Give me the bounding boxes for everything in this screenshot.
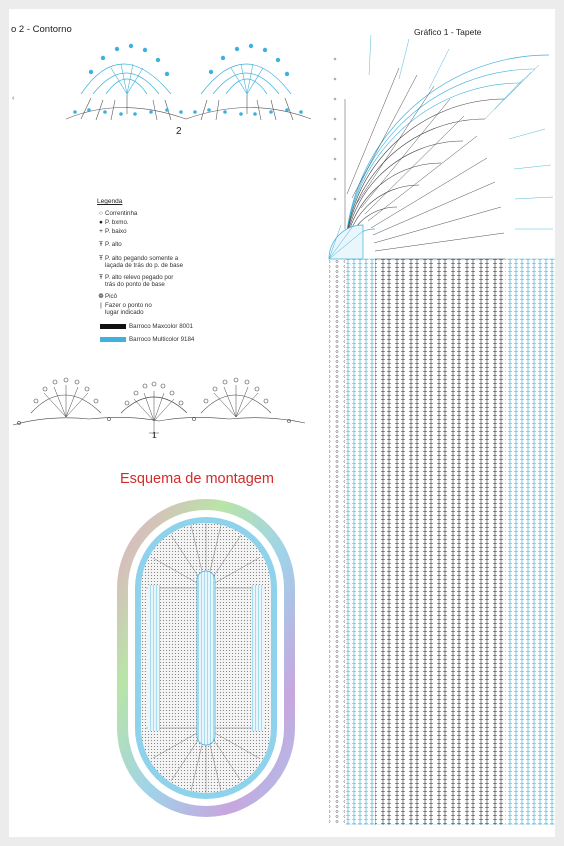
pattern-sheet (9, 9, 555, 837)
legend-item: ● P. bxmo. (97, 219, 129, 226)
legend-color-item: Barroco Maxcolor 8001 (100, 323, 193, 330)
legend-item: ○ Correntinha (97, 210, 137, 217)
picot-icon: ❁ (98, 293, 104, 300)
legend-item: + P. baixo (97, 228, 127, 235)
legend-item: Ŧ P. alto relevo pegado por trás do ponto de base (99, 274, 174, 288)
chart2-border-diagram (61, 34, 317, 134)
chart1-border-diagram (9, 371, 309, 443)
slip-stitch-icon: ● (99, 219, 103, 226)
color-swatch-blue (100, 337, 126, 342)
assembly-title: Esquema de montagem (120, 471, 274, 487)
chart2-number: 2 (176, 126, 182, 137)
side-mark: ‹ (12, 95, 15, 102)
legend-item: ❁ Picô (98, 293, 118, 300)
place-stitch-icon: | (100, 302, 102, 309)
post-dc-icon: Ŧ (99, 274, 103, 281)
legend (97, 198, 287, 348)
chart1-outline-number: 1 (152, 430, 157, 440)
legend-color-item: Barroco Multicolor 9184 (100, 336, 194, 343)
back-loop-dc-icon: Ŧ (99, 255, 103, 262)
chart2-title: o 2 - Contorno (11, 24, 72, 35)
legend-item: Ŧ P. alto pegando somente a laçada de trás do p. de base (99, 255, 184, 269)
chart1-title: Gráfico 1 - Tapete (414, 27, 482, 37)
chain-stitch-icon: ○ (99, 210, 103, 217)
single-crochet-icon: + (99, 228, 103, 235)
assembly-diagram (111, 493, 301, 823)
legend-title: Legenda (97, 198, 123, 205)
double-crochet-icon: Ŧ (99, 241, 103, 248)
chart1-stitch-diagram (309, 19, 555, 825)
color-swatch-black (100, 324, 126, 329)
legend-item: | Fazer o ponto no lugar indicado (97, 302, 152, 316)
legend-item: Ŧ P. alto (99, 241, 122, 248)
